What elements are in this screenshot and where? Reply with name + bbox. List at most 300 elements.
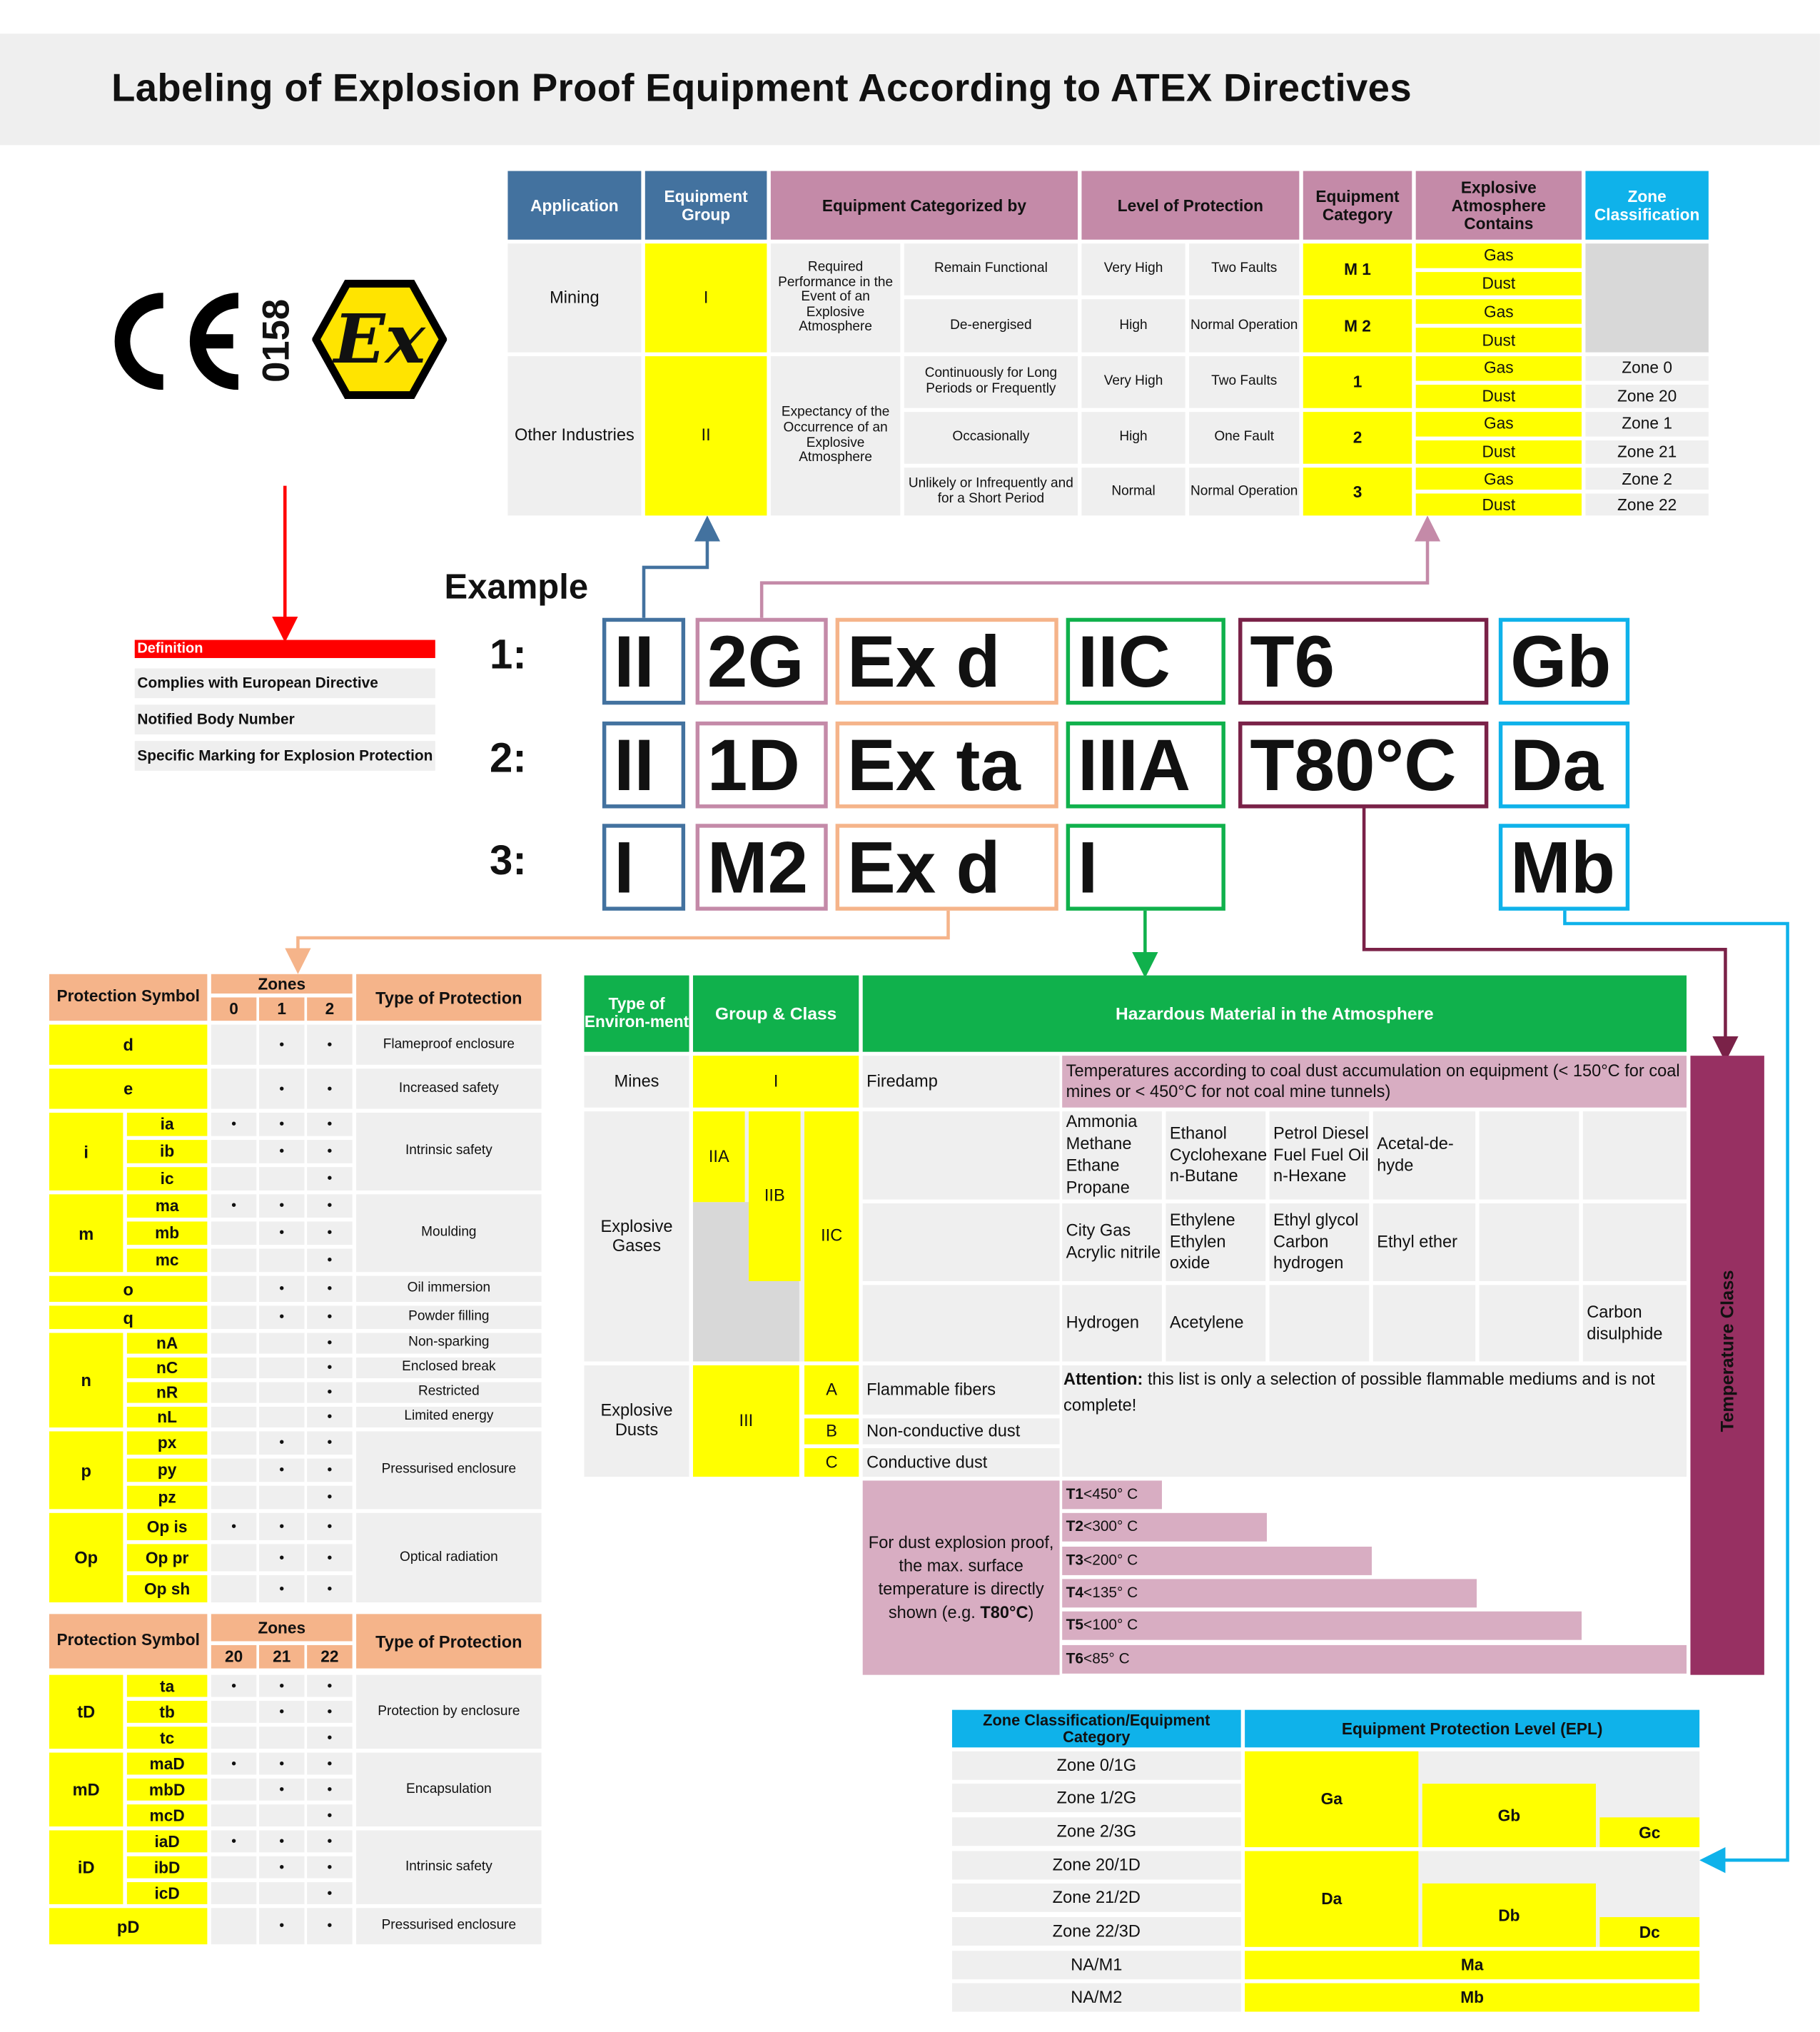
atmosphere-gas-cell: Gas — [1416, 299, 1582, 323]
zone-dot-cell — [211, 1882, 257, 1904]
zone-dot-cell — [211, 1276, 257, 1302]
protection-main-symbol: o — [49, 1276, 207, 1302]
type-of-protection-header: Type of Protection — [356, 1614, 542, 1668]
zone-dot-cell: • — [307, 1753, 353, 1775]
t-class-code: T5 — [1066, 1618, 1084, 1634]
gas-material-iia: Petrol Diesel Fuel Fuel Oil n-Hexane — [1273, 1122, 1369, 1186]
protection-type-cell: Pressurised enclosure — [356, 1431, 542, 1509]
example-row-label: 2: — [490, 734, 527, 782]
example-row-label: 1: — [490, 630, 527, 678]
protection-sub-symbol: pz — [127, 1486, 208, 1510]
zone-dot-cell: • — [307, 1431, 353, 1455]
atmosphere-gas-cell: Gas — [1416, 412, 1582, 436]
fault-tolerance-cell: Normal Operation — [1189, 299, 1299, 352]
zone-dot-cell — [211, 1221, 257, 1245]
example-title: Example — [444, 567, 589, 607]
zone-dot-cell: • — [211, 1513, 257, 1540]
zone-dot-cell: • — [307, 1068, 353, 1108]
gas-material-spacer — [863, 1111, 1060, 1199]
zone-dot-cell: • — [307, 1459, 353, 1482]
zone-column-header: 1 — [259, 997, 305, 1021]
protection-sub-symbol: mb — [127, 1221, 208, 1245]
gas-grid-cell — [1373, 1285, 1475, 1361]
protection-type-cell: Pressurised enclosure — [356, 1908, 542, 1944]
protection-type-cell: Non-sparking — [356, 1333, 542, 1354]
zone-dot-cell — [259, 1407, 305, 1427]
zone-dot-cell: • — [307, 1194, 353, 1218]
zone-dot-cell: • — [259, 1830, 305, 1852]
zone-dust-cell: Zone 20 — [1585, 384, 1708, 408]
gas-material-iia: Ethanol Cyclohexane n-Butane — [1169, 1122, 1268, 1186]
condition-cell: Continuously for Long Periods or Frequently — [904, 356, 1078, 408]
protection-type-cell: Flameproof enclosure — [356, 1025, 542, 1065]
protection-sub-symbol: mbD — [127, 1779, 208, 1801]
group-iia: IIA — [693, 1111, 745, 1202]
gas-grid-cell — [1270, 1285, 1370, 1361]
gas-grid-cell — [1480, 1285, 1579, 1361]
atmosphere-dust-cell: Dust — [1416, 328, 1582, 352]
zone-dot-cell: • — [259, 1513, 305, 1540]
zone-dot-cell: • — [259, 1701, 305, 1723]
zone-dot-cell: • — [307, 1727, 353, 1749]
dust-material-b: Non-conductive dust — [863, 1418, 1060, 1444]
t-class-bar — [1062, 1480, 1162, 1509]
gases-env: Explosive Gases — [585, 1111, 689, 1361]
zone-dot-cell: • — [307, 1544, 353, 1571]
condition-cell: De-energised — [904, 299, 1078, 352]
zone-column-header: 21 — [259, 1645, 305, 1669]
zone-dot-cell — [211, 1358, 257, 1378]
protection-sub-symbol: tc — [127, 1727, 208, 1749]
protection-sub-symbol: Op is — [127, 1513, 208, 1540]
gas-grid-cell — [1583, 1203, 1687, 1281]
protection-sub-symbol: ia — [127, 1113, 208, 1136]
protection-main-symbol: pD — [49, 1908, 207, 1944]
header-application: Application — [507, 171, 641, 240]
protection-level-cell: Very High — [1081, 243, 1185, 295]
zone-dot-cell — [211, 1856, 257, 1879]
zone-dot-cell: • — [307, 1830, 353, 1852]
epl-zone-cell: Zone 0/1G — [952, 1752, 1241, 1780]
gas-grid-cell — [1480, 1203, 1579, 1281]
example-part-box: T80°C — [1238, 722, 1488, 809]
group-iib: IIB — [749, 1111, 801, 1281]
header-zone-classification: Zone Classification — [1585, 171, 1708, 240]
protection-sub-symbol: ta — [127, 1675, 208, 1697]
zone-dot-cell: • — [211, 1113, 257, 1136]
zone-dot-cell: • — [307, 1407, 353, 1427]
dust-note-text: For dust explosion proof, the max. surface temperature is directly shown (e.g. — [868, 1532, 1054, 1622]
group-iic: IIC — [804, 1111, 859, 1361]
protection-type-cell: Protection by enclosure — [356, 1675, 542, 1749]
gas-material-iib: City Gas Acrylic nitrile — [1066, 1220, 1161, 1262]
mines-env: Mines — [585, 1056, 689, 1108]
protection-type-cell: Intrinsic safety — [356, 1830, 542, 1904]
t-class-bar — [1062, 1612, 1582, 1640]
protection-level-cell: Normal — [1081, 467, 1185, 515]
zone-gas-cell: Zone 1 — [1585, 412, 1708, 436]
example-part-box: IIIA — [1066, 722, 1225, 809]
dust-class-b: B — [804, 1418, 859, 1444]
example-part-box: T6 — [1238, 618, 1488, 705]
protection-sub-symbol: nC — [127, 1358, 208, 1378]
protection-main-symbol: tD — [49, 1675, 123, 1749]
gas-material-iia: Ammonia Methane Ethane Propane — [1066, 1111, 1138, 1197]
gas-material-spacer — [863, 1285, 1060, 1361]
zone-dot-cell: • — [259, 1908, 305, 1944]
protection-main-symbol: mD — [49, 1753, 123, 1826]
zones-header: Zones — [211, 974, 353, 994]
temperature-class-label: Temperature Class — [1716, 1270, 1737, 1432]
zone-dot-cell — [211, 1140, 257, 1163]
zone-dot-cell: • — [307, 1333, 353, 1354]
header-categorized-by: Equipment Categorized by — [771, 171, 1078, 240]
example-part-box: M2 — [696, 824, 828, 911]
zone-dot-cell: • — [259, 1431, 305, 1455]
zone-dot-cell — [211, 1486, 257, 1510]
protection-sub-symbol: mcD — [127, 1804, 208, 1826]
zone-dot-cell — [211, 1779, 257, 1801]
zone-dot-cell: • — [307, 1856, 353, 1879]
protection-sub-symbol: nL — [127, 1407, 208, 1427]
header-hazardous-material: Hazardous Material in the Atmosphere — [863, 976, 1687, 1052]
mines-material: Firedamp — [863, 1056, 1060, 1108]
zone-dot-cell: • — [307, 1486, 353, 1510]
header-environment: Type of Environ-ment — [585, 976, 689, 1052]
t-class-temp: <135° C — [1083, 1585, 1138, 1602]
zone-dot-cell — [211, 1249, 257, 1273]
protection-level-cell: High — [1081, 299, 1185, 352]
zone-dot-cell — [259, 1727, 305, 1749]
gas-grid-cell — [1480, 1111, 1579, 1199]
epl-level-mb: Mb — [1245, 1983, 1699, 2012]
dusts-group: III — [693, 1365, 799, 1477]
fault-tolerance-cell: Two Faults — [1189, 356, 1299, 408]
mining-categorized: Required Performance in the Event of an Explosive Atmosphere — [771, 243, 900, 352]
zone-dot-cell: • — [307, 1358, 353, 1378]
other-group: II — [645, 356, 767, 515]
definition-header: Definition — [135, 640, 435, 658]
example-row-label: 3: — [490, 836, 527, 884]
atmosphere-gas-cell: Gas — [1416, 356, 1582, 380]
t-class-code: T4 — [1066, 1585, 1084, 1602]
zone-dot-cell — [211, 1701, 257, 1723]
zone-dot-cell — [211, 1407, 257, 1427]
fault-tolerance-cell: One Fault — [1189, 412, 1299, 464]
dust-class-a: A — [804, 1365, 859, 1415]
epl-zone-cell: Zone 21/2D — [952, 1884, 1241, 1912]
epl-zone-cell: Zone 20/1D — [952, 1851, 1241, 1879]
attention-text: this list is only a selection of possible flammable mediums and is not complete! — [1063, 1369, 1655, 1415]
t-class-code: T1 — [1066, 1487, 1084, 1503]
protection-sub-symbol: iaD — [127, 1830, 208, 1852]
protection-symbol-header: Protection Symbol — [49, 974, 207, 1021]
ex-text: Ex — [333, 300, 425, 379]
equipment-category-cell: M 2 — [1303, 299, 1412, 352]
protection-sub-symbol: nR — [127, 1382, 208, 1402]
zone-dot-cell: • — [259, 1276, 305, 1302]
t-class-temp: <200° C — [1083, 1552, 1138, 1569]
zone-dust-cell: Zone 21 — [1585, 440, 1708, 464]
header-group-class: Group & Class — [693, 976, 859, 1052]
condition-cell: Unlikely or Infrequently and for a Short Period — [904, 467, 1078, 515]
header-explosive-atmosphere: Explosive Atmosphere Contains — [1416, 171, 1582, 240]
zone-gas-cell: Zone 0 — [1585, 356, 1708, 380]
protection-sub-symbol: py — [127, 1459, 208, 1482]
t-class-bar — [1062, 1579, 1477, 1607]
zone-dot-cell: • — [259, 1575, 305, 1602]
zone-dot-cell: • — [259, 1068, 305, 1108]
zone-dot-cell: • — [259, 1753, 305, 1775]
definition-item-ex-marking: Specific Marking for Explosion Protection — [135, 741, 435, 771]
zone-dot-cell: • — [259, 1544, 305, 1571]
zone-column-header: 20 — [211, 1645, 257, 1669]
zone-column-header: 2 — [307, 997, 353, 1021]
zone-dot-cell: • — [259, 1221, 305, 1245]
condition-cell: Occasionally — [904, 412, 1078, 464]
zone-dot-cell: • — [259, 1025, 305, 1065]
t-class-temp: <85° C — [1083, 1651, 1130, 1667]
protection-level-cell: High — [1081, 412, 1185, 464]
gas-material-iia: Acetal-de-hyde — [1377, 1133, 1454, 1176]
header-equipment-category: Equipment Category — [1303, 171, 1412, 240]
equipment-category-cell: 3 — [1303, 467, 1412, 515]
zone-dot-cell: • — [307, 1113, 353, 1136]
zone-dot-cell — [211, 1167, 257, 1191]
zone-dot-cell — [259, 1249, 305, 1273]
zone-dot-cell — [211, 1333, 257, 1354]
gas-material-iib: Ethyl ether — [1377, 1231, 1458, 1251]
zone-dot-cell: • — [307, 1882, 353, 1904]
protection-type-cell: Moulding — [356, 1194, 542, 1272]
zone-dot-cell — [211, 1431, 257, 1455]
zone-dot-cell — [259, 1882, 305, 1904]
zone-dot-cell: • — [211, 1194, 257, 1218]
t-class-code: T6 — [1066, 1651, 1084, 1667]
condition-cell: Remain Functional — [904, 243, 1078, 295]
gas-material-iib: Ethylene Ethylen oxide — [1169, 1209, 1235, 1273]
epl-level-db: Db — [1422, 1884, 1596, 1947]
dust-material-c: Conductive dust — [863, 1448, 1060, 1477]
zone-dot-cell: • — [307, 1025, 353, 1065]
protection-sub-symbol: ibD — [127, 1856, 208, 1879]
zones-header: Zones — [211, 1614, 353, 1641]
protection-sub-symbol: mc — [127, 1249, 208, 1273]
zone-dot-cell — [211, 1727, 257, 1749]
zone-dot-cell: • — [307, 1140, 353, 1163]
gas-grid-cell — [1583, 1111, 1687, 1199]
zone-dot-cell: • — [259, 1779, 305, 1801]
dust-note-end: ) — [1028, 1602, 1034, 1622]
protection-type-cell: Optical radiation — [356, 1513, 542, 1602]
t-class-temp: <300° C — [1083, 1520, 1138, 1536]
zone-dot-cell — [259, 1358, 305, 1378]
zone-dust-cell: Zone 22 — [1585, 493, 1708, 515]
protection-type-cell: Encapsulation — [356, 1753, 542, 1826]
protection-main-symbol: Op — [49, 1513, 123, 1602]
type-of-protection-header: Type of Protection — [356, 974, 542, 1021]
dust-material-a: Flammable fibers — [863, 1365, 1060, 1415]
mining-group: I — [645, 243, 767, 352]
atmosphere-dust-cell: Dust — [1416, 440, 1582, 464]
zone-dot-cell: • — [307, 1249, 353, 1273]
mines-group: I — [693, 1056, 859, 1108]
example-part-box: I — [1066, 824, 1225, 911]
zone-dot-cell — [211, 1305, 257, 1329]
protection-sub-symbol: maD — [127, 1753, 208, 1775]
epl-header-level: Equipment Protection Level (EPL) — [1245, 1710, 1699, 1748]
gas-material-spacer — [863, 1203, 1060, 1281]
protection-type-cell: Enclosed break — [356, 1358, 542, 1378]
example-part-box: I — [602, 824, 685, 911]
example-part-box: Da — [1499, 722, 1629, 809]
zone-dot-cell: • — [307, 1221, 353, 1245]
t-class-code: T2 — [1066, 1520, 1084, 1536]
zone-dot-cell — [259, 1486, 305, 1510]
zone-dot-cell: • — [259, 1459, 305, 1482]
t-class-code: T3 — [1066, 1552, 1084, 1569]
zone-dot-cell: • — [307, 1382, 353, 1402]
example-part-box: Ex ta — [836, 722, 1058, 809]
epl-header-zone: Zone Classification/Equipment Category — [952, 1710, 1241, 1748]
page-title: Labeling of Explosion Proof Equipment According to ATEX Directives — [111, 67, 1412, 111]
example-part-box: Mb — [1499, 824, 1629, 911]
zone-dot-cell — [259, 1804, 305, 1826]
gas-material-iib: Ethyl glycol Carbon hydrogen — [1273, 1209, 1359, 1273]
protection-main-symbol: n — [49, 1333, 123, 1427]
protection-main-symbol: i — [49, 1113, 123, 1191]
gas-material-iic: Acetylene — [1169, 1312, 1244, 1332]
protection-type-cell: Oil immersion — [356, 1276, 542, 1302]
attention-note — [1063, 1367, 1672, 1419]
protection-sub-symbol: ib — [127, 1140, 208, 1163]
protection-type-cell: Limited energy — [356, 1407, 542, 1427]
protection-main-symbol: e — [49, 1068, 207, 1108]
t-class-temp: <100° C — [1083, 1618, 1138, 1634]
equipment-category-cell: M 1 — [1303, 243, 1412, 295]
protection-type-cell: Intrinsic safety — [356, 1113, 542, 1191]
zone-dot-cell — [211, 1544, 257, 1571]
dust-temperature-note — [863, 1480, 1060, 1674]
notified-body-number: 0158 — [256, 298, 298, 383]
example-part-box: 1D — [696, 722, 828, 809]
gas-material-iic: Hydrogen — [1066, 1312, 1139, 1332]
zone-dot-cell: • — [259, 1675, 305, 1697]
zone-dot-cell — [211, 1068, 257, 1108]
zone-dot-cell: • — [307, 1908, 353, 1944]
epl-level-gc: Gc — [1599, 1817, 1699, 1847]
protection-type-cell: Powder filling — [356, 1305, 542, 1329]
example-part-box: Gb — [1499, 618, 1629, 705]
protection-type-cell: Restricted — [356, 1382, 542, 1402]
epl-level-gb: Gb — [1422, 1784, 1596, 1847]
zone-dot-cell: • — [259, 1194, 305, 1218]
epl-level-da: Da — [1245, 1851, 1418, 1946]
zone-dot-cell: • — [259, 1305, 305, 1329]
protection-main-symbol: q — [49, 1305, 207, 1329]
protection-sub-symbol: Op pr — [127, 1544, 208, 1571]
equipment-category-cell: 2 — [1303, 412, 1412, 464]
other-categorized: Expectancy of the Occurrence of an Explosive Atmosphere — [771, 356, 900, 515]
atmosphere-gas-cell: Gas — [1416, 467, 1582, 490]
zone-dot-cell: • — [307, 1276, 353, 1302]
zone-column-header: 0 — [211, 997, 257, 1021]
protection-level-cell: Very High — [1081, 356, 1185, 408]
epl-zone-cell: NA/M2 — [952, 1983, 1241, 2012]
t-class-temp: <450° C — [1083, 1487, 1138, 1503]
zone-dot-cell: • — [259, 1113, 305, 1136]
zone-dot-cell — [259, 1167, 305, 1191]
fault-tolerance-cell: Normal Operation — [1189, 467, 1299, 515]
t-class-bar — [1062, 1644, 1687, 1673]
zone-dot-cell: • — [211, 1830, 257, 1852]
zone-dot-cell: • — [307, 1167, 353, 1191]
example-part-box: IIC — [1066, 618, 1225, 705]
example-part-box: Ex d — [836, 824, 1058, 911]
other-application: Other Industries — [507, 356, 641, 515]
zone-dot-cell — [211, 1459, 257, 1482]
epl-level-ma: Ma — [1245, 1951, 1699, 1979]
zone-dot-cell — [211, 1382, 257, 1402]
epl-level-dc: Dc — [1599, 1917, 1699, 1947]
epl-zone-cell: Zone 1/2G — [952, 1784, 1241, 1812]
dust-note-example: T80°C — [980, 1602, 1028, 1622]
protection-type-cell: Increased safety — [356, 1068, 542, 1108]
zone-dot-cell: • — [307, 1701, 353, 1723]
protection-main-symbol: p — [49, 1431, 123, 1509]
zone-dot-cell: • — [259, 1856, 305, 1879]
epl-zone-cell: Zone 22/3D — [952, 1917, 1241, 1946]
zone-dot-cell: • — [307, 1675, 353, 1697]
zone-dot-cell — [259, 1382, 305, 1402]
protection-sub-symbol: ma — [127, 1194, 208, 1218]
header-level-of-protection: Level of Protection — [1081, 171, 1299, 240]
protection-sub-symbol: nA — [127, 1333, 208, 1354]
fault-tolerance-cell: Two Faults — [1189, 243, 1299, 295]
epl-zone-cell: NA/M1 — [952, 1951, 1241, 1979]
zone-column-header: 22 — [307, 1645, 353, 1669]
protection-main-symbol: iD — [49, 1830, 123, 1904]
zone-dot-cell — [211, 1804, 257, 1826]
epl-level-ga: Ga — [1245, 1752, 1418, 1847]
zone-dot-cell: • — [307, 1804, 353, 1826]
zone-dot-cell — [211, 1575, 257, 1602]
atmosphere-gas-cell: Gas — [1416, 243, 1582, 268]
example-part-box: Ex d — [836, 618, 1058, 705]
mines-temp-note: Temperatures according to coal dust accumulation on equipment (< 150°C for coal mines or < 450°C for not coal mine tunnels) — [1062, 1056, 1687, 1108]
zone-dot-cell: • — [307, 1305, 353, 1329]
protection-main-symbol: m — [49, 1194, 123, 1272]
zone-dot-cell: • — [307, 1513, 353, 1540]
zone-dot-cell: • — [259, 1140, 305, 1163]
zone-dot-cell: • — [211, 1675, 257, 1697]
protection-sub-symbol: Op sh — [127, 1575, 208, 1602]
t-class-bar — [1062, 1546, 1372, 1574]
atmosphere-dust-cell: Dust — [1416, 493, 1582, 515]
protection-sub-symbol: ic — [127, 1167, 208, 1191]
t-class-bar — [1062, 1513, 1267, 1542]
protection-sub-symbol: icD — [127, 1882, 208, 1904]
protection-symbol-header: Protection Symbol — [49, 1614, 207, 1668]
mining-application: Mining — [507, 243, 641, 352]
zone-dot-cell — [211, 1908, 257, 1944]
zone-dot-cell: • — [307, 1779, 353, 1801]
example-part-box: 2G — [696, 618, 828, 705]
protection-sub-symbol: tb — [127, 1701, 208, 1723]
zone-dot-cell — [259, 1333, 305, 1354]
zone-dot-cell: • — [211, 1753, 257, 1775]
atmosphere-dust-cell: Dust — [1416, 271, 1582, 295]
